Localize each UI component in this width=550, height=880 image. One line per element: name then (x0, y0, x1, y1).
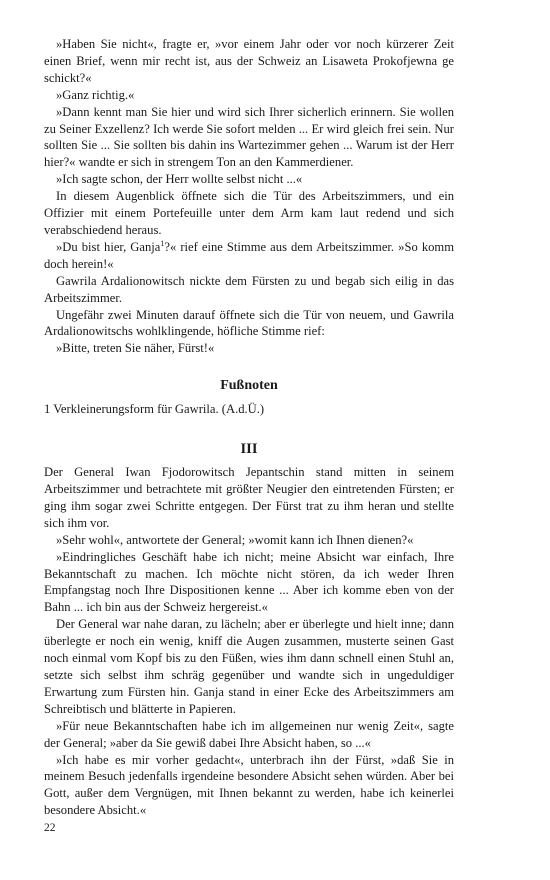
paragraph: »Haben Sie nicht«, fragte er, »vor einem Jahr oder vor noch kürzerer Zeit einen Brief, wenn mir recht ist, aus der Schweiz an Lisaweta Prokofjewna ge schickt?« (44, 37, 454, 85)
paragraph: Gawrila Ardalionowitsch nickte dem Fürsten zu und begab sich eilig in das Arbeitszimmer. (44, 273, 454, 305)
paragraph: »Dann kennt man Sie hier und wird sich Ihrer sicherlich erinnern. Sie wollen zu Seiner Exzellenz? Ich werde Sie sofort melden ... Er wird gleich frei sein. Nur sollten Sie ... Sie sollten bis dahin ins Wartezimmer gehen ... Warum ist der Herr hier?« wandte er sich in strengem Ton an den Kammerdiener. (44, 104, 454, 170)
book-page (44, 36, 454, 819)
paragraph: »Für neue Bekanntschaften habe ich im allgemeinen nur wenig Zeit«, sagte der General; »aber da Sie gewiß dabei Ihre Absicht haben, so ...« (44, 718, 454, 750)
paragraph: »Ich habe es mir vorher gedacht«, unterbrach ihn der Fürst, »daß Sie in meinem Besuch jedenfalls irgendeine besondere Absicht sehen würden. Aber bei Gott, außer dem Vergnügen, mit Ihnen bekannt zu werden, habe ich keinerlei besondere Absicht.« (44, 752, 454, 818)
paragraph: Ungefähr zwei Minuten darauf öffnete sich die Tür von neuem, und Gawrila Ardalionowitschs wohlklingende, höfliche Stimme rief: (44, 307, 454, 339)
paragraph: »Bitte, treten Sie näher, Fürst!« (56, 341, 215, 356)
paragraph: Der General war nahe daran, zu lächeln; aber er überlegte und hielt inne; dann überlegte er noch ein wenig, kniff die Augen zusammen, musterte seinen Gast noch einmal vom Kopf bis zu den Füßen, wies ihm dann schnell einen Stuhl an, setzte sich selbst ihm schräg gegenüber und wandte sich in ungeduldiger Erwartung zum Fürsten hin. Ganja stand in einer Ecke des Arbeitszimmers am Schreibtisch und blätterte in Papieren. (44, 617, 454, 716)
footnote: 1 Verkleinerungsform für Gawrila. (A.d.Ü.) (44, 402, 265, 417)
footnote-reference[interactable]: 1 (160, 238, 165, 248)
paragraph: »Eindringliches Geschäft habe ich nicht; meine Absicht war einfach, Ihre Bekanntschaft zu machen. Ich möchte nicht stören, da ich weder Ihren Empfangstag noch Ihre Dispositionen kenne ... Aber ich komme eben von der Bahn ... ich bin aus der Schweiz hergereist.« (44, 549, 454, 615)
paragraph-text: ?« rief eine Stimme aus dem Arbeitszimmer. »So komm doch herein!« (44, 239, 455, 271)
paragraph: »Ganz richtig.« (56, 87, 135, 102)
chapter-heading: III (240, 441, 258, 458)
paragraph-with-footnote-ref (44, 239, 454, 273)
paragraph-text: »Du bist hier, Ganja (56, 239, 161, 254)
chapter-first-paragraph: Der General Iwan Fjodorowitsch Jepantschin stand mitten in seinem Arbeitszimmer und betrachtete mit größter Neugier den eintretenden Fürsten; er ging ihm sogar zwei Schritte entgegen. Der Fürst trat zu ihm heran und stellte sich ihm vor. (44, 465, 454, 530)
page-number: 22 (44, 822, 56, 834)
paragraph: »Sehr wohl«, antwortete der General; »womit kann ich Ihnen dienen?« (56, 532, 414, 547)
footnotes-heading: Fußnoten (220, 378, 278, 394)
paragraph: In diesem Augenblick öffnete sich die Tür des Arbeitszimmers, und ein Offizier mit einem Portefeuille unter dem Arm kam laut redend und sich verabschiedend heraus. (44, 189, 454, 237)
paragraph: »Ich sagte schon, der Herr wollte selbst nicht ...« (56, 172, 303, 187)
